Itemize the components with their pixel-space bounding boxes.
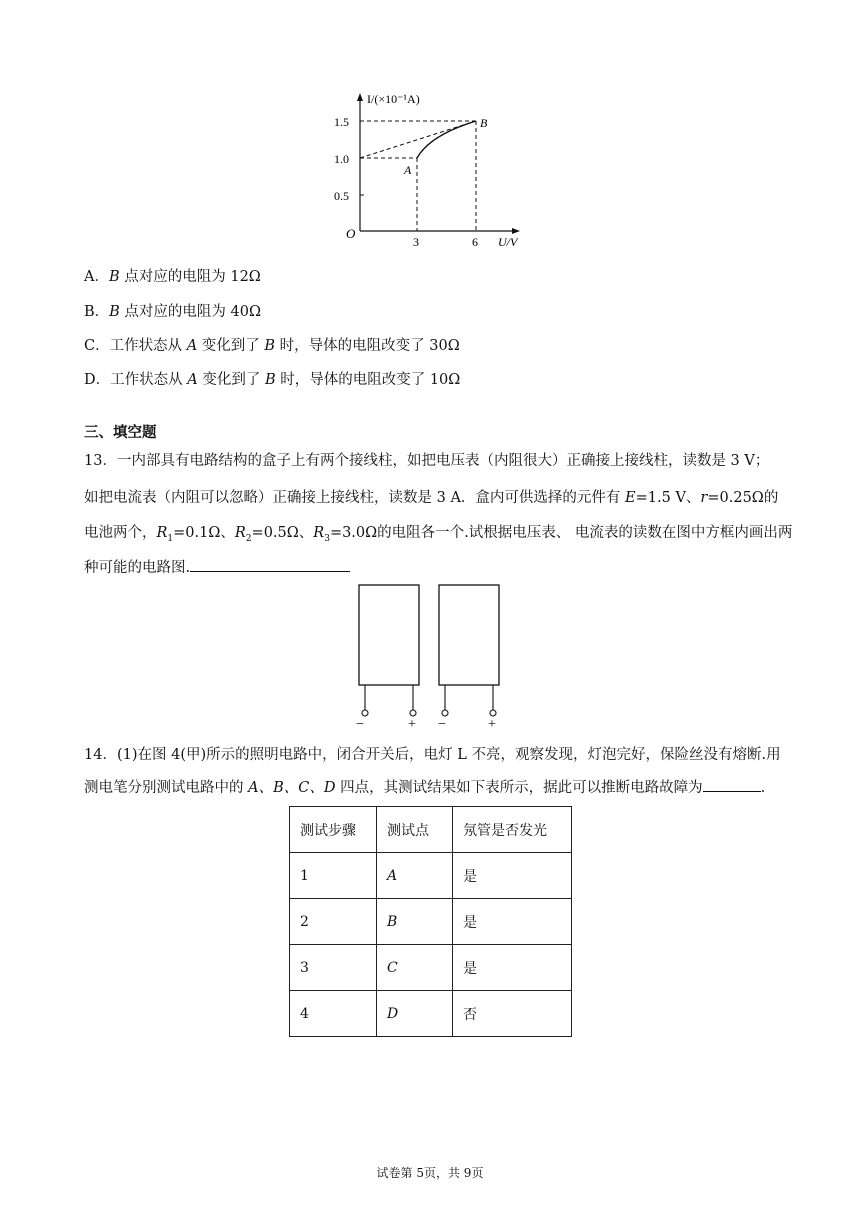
origin-label: O bbox=[346, 226, 356, 241]
page-footer: 试卷第 5页，共 9页 bbox=[376, 1166, 484, 1180]
y-tick-0-5: 0.5 bbox=[334, 189, 349, 203]
cell-step: 2 bbox=[290, 899, 377, 945]
option-d: D．工作状态从 A 变化到了 B 时，导体的电阻改变了 10Ω bbox=[84, 372, 461, 388]
option-a: A．B 点对应的电阻为 12Ω bbox=[84, 269, 261, 285]
table-row bbox=[290, 853, 572, 899]
terminal-plus-2: + bbox=[488, 717, 496, 730]
answer-blank-13[interactable] bbox=[190, 556, 350, 572]
x-tick-6: 6 bbox=[472, 235, 478, 249]
curve-a-b bbox=[417, 121, 476, 158]
q13-line-2: 如把电流表（内阻可以忽略）正确接上接线柱，读数是 3 A．盒内可供选择的元件有 E=1.5 V、r=0.25Ω的 bbox=[84, 490, 779, 506]
cell-point: A bbox=[377, 853, 453, 899]
x-tick-3: 3 bbox=[413, 235, 419, 249]
header-point: 测试点 bbox=[377, 807, 453, 853]
point-b-label: B bbox=[480, 116, 488, 130]
q13-line-1: 13．一内部具有电路结构的盒子上有两个接线柱，如把电压表（内阻很大）正确接上接线柱，读数是 3 V； bbox=[84, 453, 770, 469]
terminal-minus-1: − bbox=[356, 717, 364, 730]
cell-glow: 否 bbox=[453, 991, 572, 1037]
q13-line-3: 电池两个，$R_1=0.1\Omega$、$R_2=0.5\Omega$、$R_3=3.0\Omega$的电阻各一个.试根据电压表、 电流表的读数在图中方框内画出两 bbox=[84, 525, 793, 544]
box-1 bbox=[359, 585, 419, 685]
cell-glow: 是 bbox=[453, 945, 572, 991]
i-u-graph bbox=[330, 90, 530, 250]
table-header-row bbox=[290, 807, 572, 853]
table-row bbox=[290, 991, 572, 1037]
cell-step: 4 bbox=[290, 991, 377, 1037]
section-title: 三、填空题 bbox=[84, 424, 157, 441]
circuit-boxes bbox=[350, 582, 510, 730]
answer-blank-14[interactable] bbox=[703, 776, 761, 792]
cell-step: 3 bbox=[290, 945, 377, 991]
q13-line-4: 种可能的电路图. bbox=[84, 556, 350, 578]
table-row bbox=[290, 899, 572, 945]
point-a-label: A bbox=[404, 163, 412, 177]
header-glow: 氖管是否发光 bbox=[453, 807, 572, 853]
header-step: 测试步骤 bbox=[290, 807, 377, 853]
terminal-minus-2: − bbox=[438, 717, 446, 730]
terminal-plus-1: + bbox=[408, 717, 416, 730]
cell-step: 1 bbox=[290, 853, 377, 899]
cell-glow: 是 bbox=[453, 853, 572, 899]
test-results-table bbox=[289, 806, 572, 1037]
cell-point: B bbox=[377, 899, 453, 945]
y-axis-label: I/(×10⁻¹A) bbox=[367, 92, 420, 106]
cell-point: D bbox=[377, 991, 453, 1037]
q14-line-2: 测电笔分别测试电路中的 A、B、C、D 四点，其测试结果如下表所示，据此可以推断电路故障为 . bbox=[84, 776, 765, 798]
option-b: B．B 点对应的电阻为 40Ω bbox=[84, 304, 262, 320]
cell-glow: 是 bbox=[453, 899, 572, 945]
option-c: C．工作状态从 A 变化到了 B 时，导体的电阻改变了 30Ω bbox=[84, 338, 460, 354]
box-2 bbox=[439, 585, 499, 685]
q14-line-1: 14．(1)在图 4(甲)所示的照明电路中，闭合开关后，电灯 L 不亮，观察发现，灯泡完好，保险丝没有熔断.用 bbox=[84, 747, 781, 763]
y-tick-1-0: 1.0 bbox=[334, 152, 349, 166]
table-row bbox=[290, 945, 572, 991]
x-axis-label: U/V bbox=[498, 235, 518, 249]
y-tick-1-5: 1.5 bbox=[334, 115, 349, 129]
cell-point: C bbox=[377, 945, 453, 991]
